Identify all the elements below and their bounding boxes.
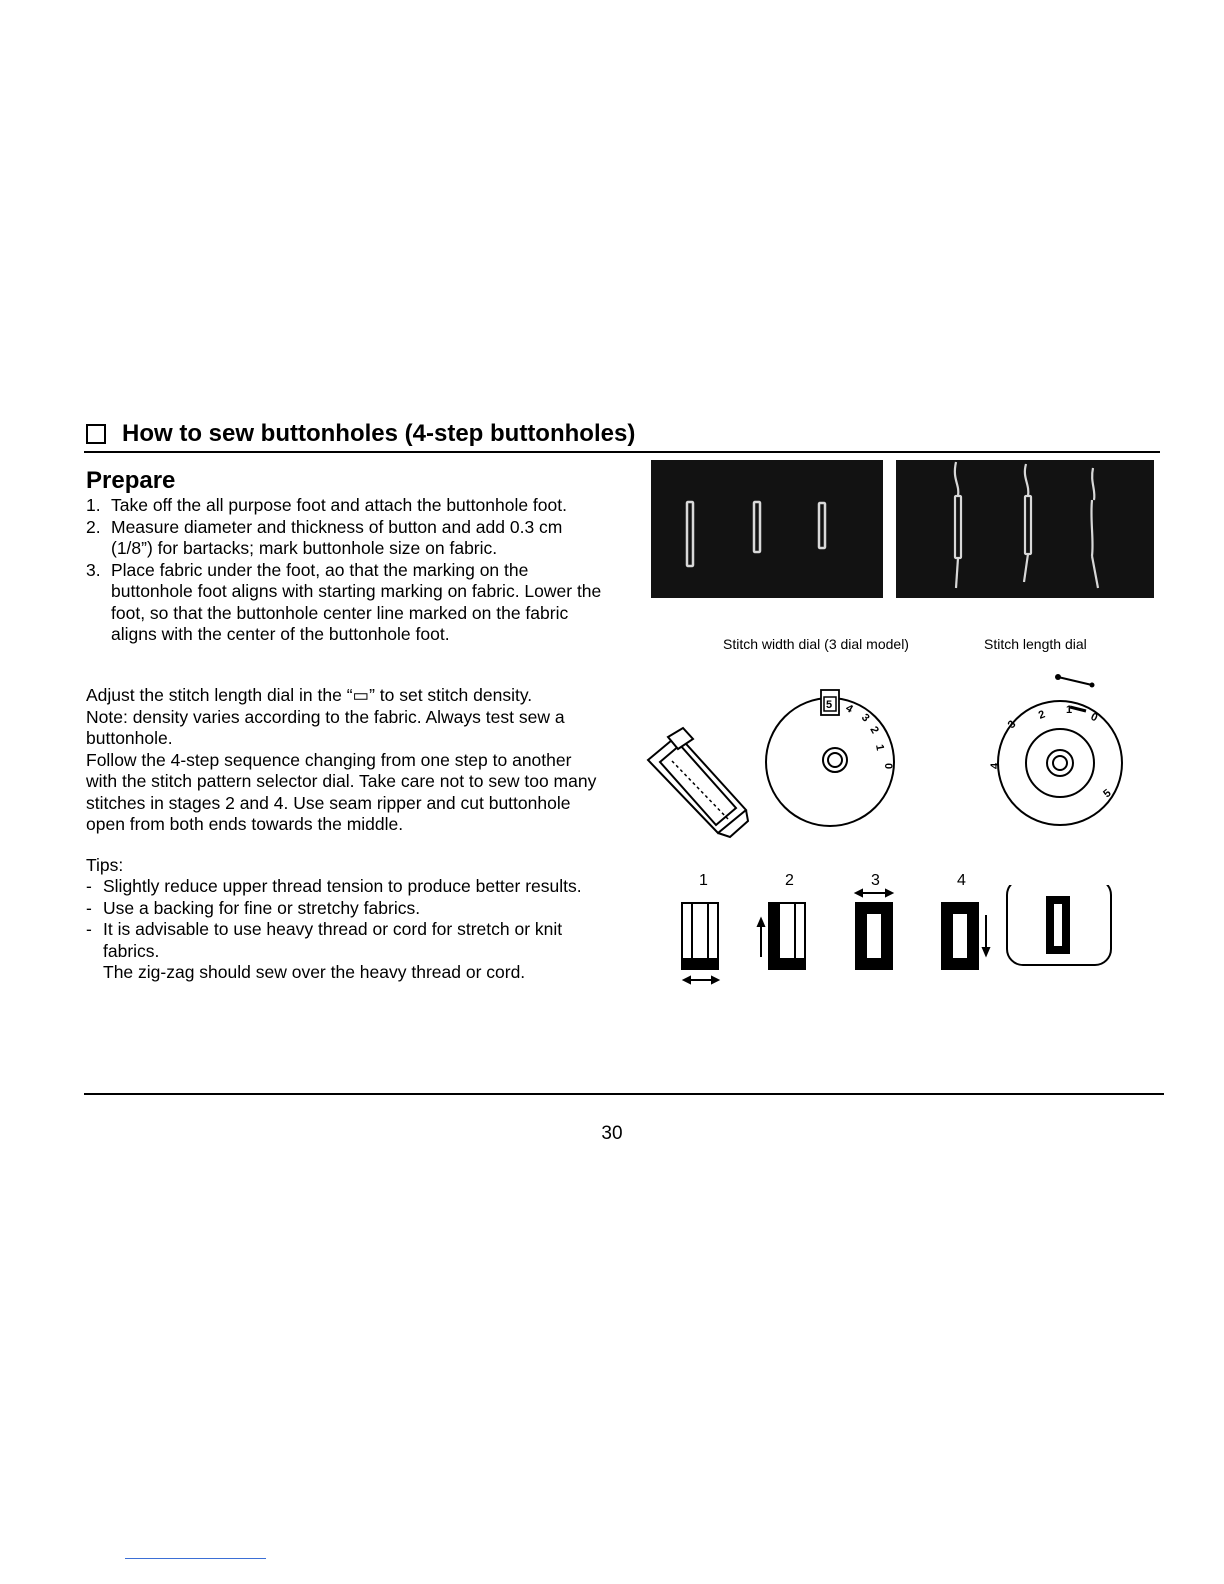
tip-item (86, 898, 606, 920)
tip-dash: - (86, 897, 92, 918)
width-dial-mark: 5 (826, 699, 833, 711)
title-divider (84, 451, 1160, 453)
step-number: 1. (86, 495, 101, 515)
step-2-icon (758, 903, 805, 969)
length-dial-mark: 1 (1066, 704, 1073, 716)
buttonhole-photo-left (651, 460, 883, 598)
title-checkbox-icon (86, 424, 106, 444)
prepare-heading: Prepare (86, 467, 176, 494)
step-3-icon (856, 890, 892, 969)
section-title: How to sew buttonholes (4-step buttonholes) (122, 420, 636, 447)
finished-buttonhole-icon (1007, 885, 1111, 965)
width-dial-mark: 1 (873, 743, 886, 752)
length-dial-mark: 5 (1101, 787, 1114, 801)
footer-divider (84, 1093, 1164, 1095)
stitch-width-dial-icon (760, 685, 900, 830)
tip-item (86, 919, 606, 962)
buttonhole-step-number: 2 (785, 872, 794, 889)
note-text: Note: density varies according to the fabric. Always test sew a buttonhole. (86, 706, 565, 748)
length-dial-mark: 2 (1036, 708, 1047, 722)
adjust-text: Adjust the stitch length dial in the “▭” to set stitch density. (86, 685, 533, 705)
length-dial-mark: 4 (989, 762, 1001, 769)
width-dial-mark: 2 (867, 724, 881, 736)
width-dial-mark: 4 (843, 702, 855, 716)
adjust-paragraph (86, 685, 606, 836)
prepare-step (86, 495, 606, 517)
length-dial-mark: 0 (1088, 710, 1100, 725)
tip-text: It is advisable to use heavy thread or cord for stretch or knit fabrics. (103, 919, 563, 961)
stitch-length-dial-icon (982, 665, 1130, 830)
tip-text: Use a backing for fine or stretchy fabrics. (103, 897, 421, 918)
tip-continuation (86, 962, 606, 984)
stitch-width-caption: Stitch width dial (3 dial model) (723, 636, 909, 652)
page-number: 30 (601, 1123, 623, 1144)
tip-dash: - (86, 919, 92, 939)
tip-item (86, 876, 606, 898)
buttonhole-photo-right (896, 460, 1154, 598)
width-dial-mark: 0 (882, 763, 894, 770)
step-number: 3. (86, 559, 101, 580)
buttonhole-photo-left-graphic (651, 460, 883, 598)
prepare-step (86, 517, 606, 560)
buttonhole-step-number: 4 (957, 872, 966, 889)
width-dial-mark: 3 (858, 711, 872, 725)
buttonhole-photo-right-graphic (896, 460, 1154, 598)
length-dial-mark: 3 (1005, 718, 1019, 732)
tips-list (86, 876, 606, 984)
buttonhole-step-number: 1 (699, 872, 708, 889)
follow-text: Follow the 4-step sequence changing from one step to another with the stitch pattern selector dial. Take care not to sew too many stitches in stages 2 and 4. Use seam ripper and cut buttonhole open from both ends towards the middle. (86, 749, 597, 834)
step-4-icon (942, 903, 989, 969)
prepare-step (86, 560, 606, 646)
prepare-steps-list (86, 495, 606, 646)
stitch-length-caption: Stitch length dial (984, 636, 1087, 652)
tips-heading: Tips: (86, 855, 124, 875)
footer-link-underline (125, 1558, 266, 1559)
tip-dash: - (86, 876, 92, 896)
buttonhole-step-number: 3 (871, 872, 880, 889)
step-text: Measure diameter and thickness of button and add 0.3 cm (1/8”) for bartacks; mark buttonhole size on fabric. (111, 516, 563, 558)
buttonhole-steps-diagram (672, 885, 1122, 990)
tip-continuation-text: The zig-zag should sew over the heavy thread or cord. (103, 962, 526, 982)
step-text: Place fabric under the foot, ao that the marking on the buttonhole foot aligns with starting marking on fabric. Lower the foot, so that the buttonhole center line marked on the fabric aligns with the center of the buttonhole foot. (111, 559, 602, 644)
step-1-icon (682, 903, 718, 983)
buttonhole-foot-icon (638, 725, 758, 840)
step-number: 2. (86, 516, 101, 537)
tip-text: Slightly reduce upper thread tension to produce better results. (103, 876, 582, 896)
step-text: Take off the all purpose foot and attach the buttonhole foot. (111, 495, 567, 515)
